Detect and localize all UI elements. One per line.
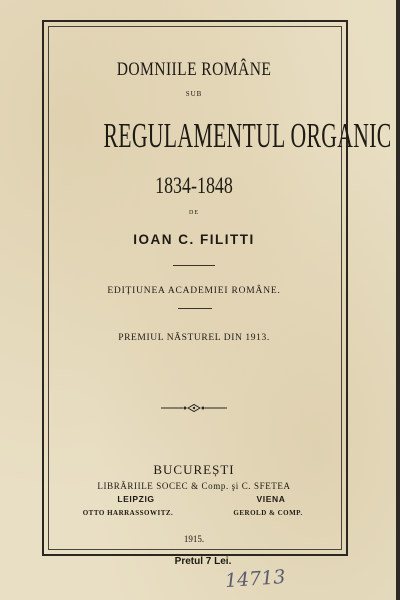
divider-2	[178, 308, 212, 309]
title-line-1: DOMNIILE ROMÂNE	[116, 59, 272, 80]
price: Pretul 7 Lei.	[174, 556, 232, 567]
handwritten-number: 14713	[224, 565, 287, 593]
divider-1	[173, 265, 215, 266]
prize: PREMIUL NĂSTUREL DIN 1913.	[118, 333, 270, 343]
booksellers: LIBRĂRIILE SOCEC & Comp. şi C. SFETEA	[97, 481, 291, 491]
by-word: DE	[189, 210, 199, 216]
city-left: LEIPZIG	[117, 494, 155, 504]
title-page-content	[48, 26, 392, 548]
author: IOAN C. FILITTI	[133, 232, 255, 247]
book-spine-edge	[396, 0, 400, 600]
publisher-left: OTTO HARRASSOWITZ.	[82, 509, 174, 517]
years: 1834-1848	[155, 173, 233, 198]
publication-year: 1915.	[183, 534, 205, 544]
publisher-right: GEROLD & COMP.	[233, 509, 303, 517]
edition: EDIȚIUNEA ACADEMIEI ROMÂNE.	[107, 286, 281, 296]
sub-word: SUB	[185, 90, 203, 98]
publication-place: BUCUREȘTI	[153, 462, 235, 477]
city-right: VIENA	[256, 494, 286, 504]
ornament-icon	[48, 400, 340, 418]
main-title: REGULAMENTUL ORGANIC	[103, 116, 392, 155]
